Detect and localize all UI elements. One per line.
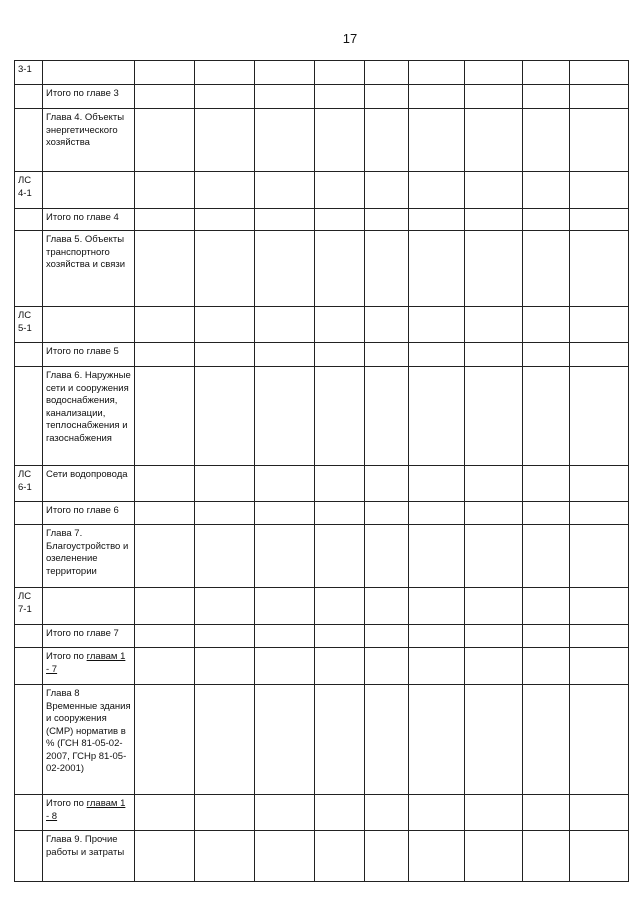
table-row xyxy=(15,466,629,502)
row-name: Итого по главе 3 xyxy=(43,85,135,109)
table-row xyxy=(15,61,629,85)
table-row xyxy=(15,685,629,795)
row-code xyxy=(15,109,43,172)
row-name-prefix: Итого по xyxy=(46,798,87,809)
row-name xyxy=(43,795,135,831)
table-row xyxy=(15,85,629,109)
table-row xyxy=(15,831,629,882)
row-name: Глава 4. Объекты энергетического хозяйства xyxy=(43,109,135,172)
row-name: Глава 5. Объекты транспортного хозяйства и связи xyxy=(43,231,135,307)
row-code: ЛС 4-1 xyxy=(15,172,43,209)
table-row xyxy=(15,648,629,685)
row-code xyxy=(15,209,43,231)
row-code: ЛС 5-1 xyxy=(15,307,43,343)
row-code: ЛС 6-1 xyxy=(15,466,43,502)
estimate-table xyxy=(14,60,629,882)
row-code: 3-1 xyxy=(15,61,43,85)
chapters-range: главам 1 - 8 xyxy=(46,798,126,822)
table-row xyxy=(15,307,629,343)
row-name: Итого по главе 7 xyxy=(43,625,135,648)
row-code xyxy=(15,85,43,109)
table-row xyxy=(15,231,629,307)
row-name xyxy=(43,307,135,343)
row-code xyxy=(15,502,43,525)
row-name xyxy=(43,172,135,209)
row-code xyxy=(15,525,43,588)
table-row xyxy=(15,367,629,466)
row-code xyxy=(15,795,43,831)
table-row xyxy=(15,343,629,367)
chapters-range: главам 1 - 7 xyxy=(46,651,126,675)
row-name: Глава 6. Наружные сети и сооружения водоснабжения, канализации, теплоснабжения и газоснабжения xyxy=(43,367,135,466)
row-name xyxy=(43,648,135,685)
row-name: Итого по главе 6 xyxy=(43,502,135,525)
row-name: Глава 8 Временные здания и сооружения (СМР) норматив в % (ГСН 81-05-02-2007, ГСНр 81-05-02-2001) xyxy=(43,685,135,795)
row-name: Итого по главе 4 xyxy=(43,209,135,231)
row-name xyxy=(43,588,135,625)
row-code xyxy=(15,831,43,882)
row-name: Итого по главе 5 xyxy=(43,343,135,367)
row-name: Глава 7. Благоустройство и озеленение территории xyxy=(43,525,135,588)
row-code xyxy=(15,625,43,648)
row-code: ЛС 7-1 xyxy=(15,588,43,625)
page-number: 17 xyxy=(342,31,358,46)
row-code xyxy=(15,367,43,466)
table-row xyxy=(15,109,629,172)
row-code xyxy=(15,685,43,795)
row-name-prefix: Итого по xyxy=(46,651,87,662)
row-code xyxy=(15,648,43,685)
table-row xyxy=(15,625,629,648)
table-row xyxy=(15,588,629,625)
table-row xyxy=(15,172,629,209)
row-name: Сети водопровода xyxy=(43,466,135,502)
row-code xyxy=(15,231,43,307)
table-row xyxy=(15,502,629,525)
table-row xyxy=(15,209,629,231)
row-name xyxy=(43,61,135,85)
row-name: Глава 9. Прочие работы и затраты xyxy=(43,831,135,882)
table-row xyxy=(15,525,629,588)
table-row xyxy=(15,795,629,831)
row-code xyxy=(15,343,43,367)
